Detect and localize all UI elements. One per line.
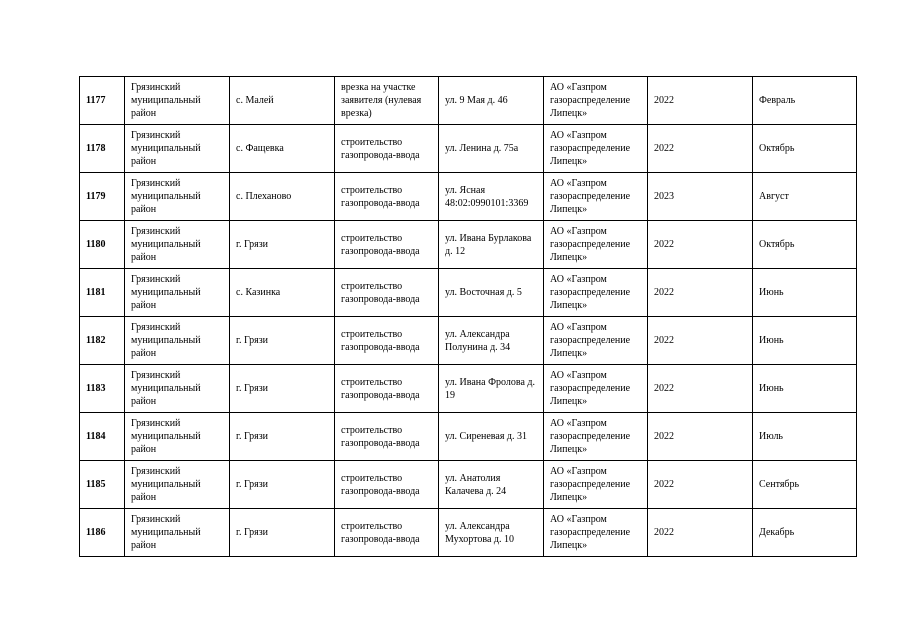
work-type-cell: строительство газопровода-ввода bbox=[335, 173, 439, 221]
organization-cell: АО «Газпром газораспределение Липецк» bbox=[544, 413, 648, 461]
organization-cell: АО «Газпром газораспределение Липецк» bbox=[544, 509, 648, 557]
year-cell: 2022 bbox=[648, 413, 753, 461]
work-type-cell: строительство газопровода-ввода bbox=[335, 317, 439, 365]
year-cell: 2022 bbox=[648, 77, 753, 125]
district-cell: Грязинский муниципальный район bbox=[125, 413, 230, 461]
month-cell: Июнь bbox=[753, 317, 857, 365]
row-number: 1181 bbox=[80, 269, 125, 317]
row-number: 1184 bbox=[80, 413, 125, 461]
row-number: 1185 bbox=[80, 461, 125, 509]
year-cell: 2022 bbox=[648, 269, 753, 317]
table-row bbox=[80, 125, 857, 173]
work-type-cell: строительство газопровода-ввода bbox=[335, 221, 439, 269]
work-type-cell: строительство газопровода-ввода bbox=[335, 461, 439, 509]
organization-cell: АО «Газпром газораспределение Липецк» bbox=[544, 77, 648, 125]
settlement-cell: с. Фащевка bbox=[230, 125, 335, 173]
table-body bbox=[80, 77, 857, 557]
year-cell: 2022 bbox=[648, 461, 753, 509]
district-cell: Грязинский муниципальный район bbox=[125, 269, 230, 317]
address-cell: ул. Анатолия Калачева д. 24 bbox=[439, 461, 544, 509]
settlement-cell: с. Плеханово bbox=[230, 173, 335, 221]
table-row bbox=[80, 221, 857, 269]
district-cell: Грязинский муниципальный район bbox=[125, 125, 230, 173]
year-cell: 2022 bbox=[648, 509, 753, 557]
year-cell: 2022 bbox=[648, 365, 753, 413]
table-row bbox=[80, 413, 857, 461]
row-number: 1178 bbox=[80, 125, 125, 173]
month-cell: Июль bbox=[753, 413, 857, 461]
district-cell: Грязинский муниципальный район bbox=[125, 173, 230, 221]
settlement-cell: г. Грязи bbox=[230, 509, 335, 557]
row-number: 1179 bbox=[80, 173, 125, 221]
address-cell: ул. Ясная 48:02:0990101:3369 bbox=[439, 173, 544, 221]
row-number: 1183 bbox=[80, 365, 125, 413]
row-number: 1177 bbox=[80, 77, 125, 125]
work-type-cell: строительство газопровода-ввода bbox=[335, 509, 439, 557]
settlement-cell: г. Грязи bbox=[230, 413, 335, 461]
address-cell: ул. Восточная д. 5 bbox=[439, 269, 544, 317]
year-cell: 2023 bbox=[648, 173, 753, 221]
organization-cell: АО «Газпром газораспределение Липецк» bbox=[544, 221, 648, 269]
district-cell: Грязинский муниципальный район bbox=[125, 509, 230, 557]
organization-cell: АО «Газпром газораспределение Липецк» bbox=[544, 461, 648, 509]
settlement-cell: г. Грязи bbox=[230, 365, 335, 413]
year-cell: 2022 bbox=[648, 125, 753, 173]
month-cell: Сентябрь bbox=[753, 461, 857, 509]
year-cell: 2022 bbox=[648, 221, 753, 269]
organization-cell: АО «Газпром газораспределение Липецк» bbox=[544, 317, 648, 365]
district-cell: Грязинский муниципальный район bbox=[125, 77, 230, 125]
table-row bbox=[80, 461, 857, 509]
work-type-cell: строительство газопровода-ввода bbox=[335, 269, 439, 317]
row-number: 1180 bbox=[80, 221, 125, 269]
work-type-cell: строительство газопровода-ввода bbox=[335, 413, 439, 461]
row-number: 1182 bbox=[80, 317, 125, 365]
organization-cell: АО «Газпром газораспределение Липецк» bbox=[544, 125, 648, 173]
table-row bbox=[80, 77, 857, 125]
month-cell: Февраль bbox=[753, 77, 857, 125]
settlement-cell: с. Казинка bbox=[230, 269, 335, 317]
month-cell: Октябрь bbox=[753, 221, 857, 269]
organization-cell: АО «Газпром газораспределение Липецк» bbox=[544, 365, 648, 413]
district-cell: Грязинский муниципальный район bbox=[125, 317, 230, 365]
work-type-cell: строительство газопровода-ввода bbox=[335, 125, 439, 173]
month-cell: Июнь bbox=[753, 365, 857, 413]
address-cell: ул. Александра Полунина д. 34 bbox=[439, 317, 544, 365]
address-cell: ул. Ивана Бурлакова д. 12 bbox=[439, 221, 544, 269]
work-type-cell: строительство газопровода-ввода bbox=[335, 365, 439, 413]
address-cell: ул. 9 Мая д. 46 bbox=[439, 77, 544, 125]
month-cell: Июнь bbox=[753, 269, 857, 317]
settlement-cell: г. Грязи bbox=[230, 461, 335, 509]
settlement-cell: г. Грязи bbox=[230, 317, 335, 365]
month-cell: Декабрь bbox=[753, 509, 857, 557]
month-cell: Август bbox=[753, 173, 857, 221]
table-row bbox=[80, 269, 857, 317]
organization-cell: АО «Газпром газораспределение Липецк» bbox=[544, 173, 648, 221]
table-row bbox=[80, 509, 857, 557]
month-cell: Октябрь bbox=[753, 125, 857, 173]
table-row bbox=[80, 317, 857, 365]
address-cell: ул. Ивана Фролова д. 19 bbox=[439, 365, 544, 413]
address-cell: ул. Александра Мухортова д. 10 bbox=[439, 509, 544, 557]
work-type-cell: врезка на участке заявителя (нулевая врезка) bbox=[335, 77, 439, 125]
settlement-cell: с. Малей bbox=[230, 77, 335, 125]
table-row bbox=[80, 173, 857, 221]
address-cell: ул. Сиреневая д. 31 bbox=[439, 413, 544, 461]
district-cell: Грязинский муниципальный район bbox=[125, 461, 230, 509]
year-cell: 2022 bbox=[648, 317, 753, 365]
row-number: 1186 bbox=[80, 509, 125, 557]
settlement-cell: г. Грязи bbox=[230, 221, 335, 269]
gas-connection-table bbox=[79, 76, 857, 557]
district-cell: Грязинский муниципальный район bbox=[125, 365, 230, 413]
organization-cell: АО «Газпром газораспределение Липецк» bbox=[544, 269, 648, 317]
address-cell: ул. Ленина д. 75а bbox=[439, 125, 544, 173]
district-cell: Грязинский муниципальный район bbox=[125, 221, 230, 269]
table-row bbox=[80, 365, 857, 413]
